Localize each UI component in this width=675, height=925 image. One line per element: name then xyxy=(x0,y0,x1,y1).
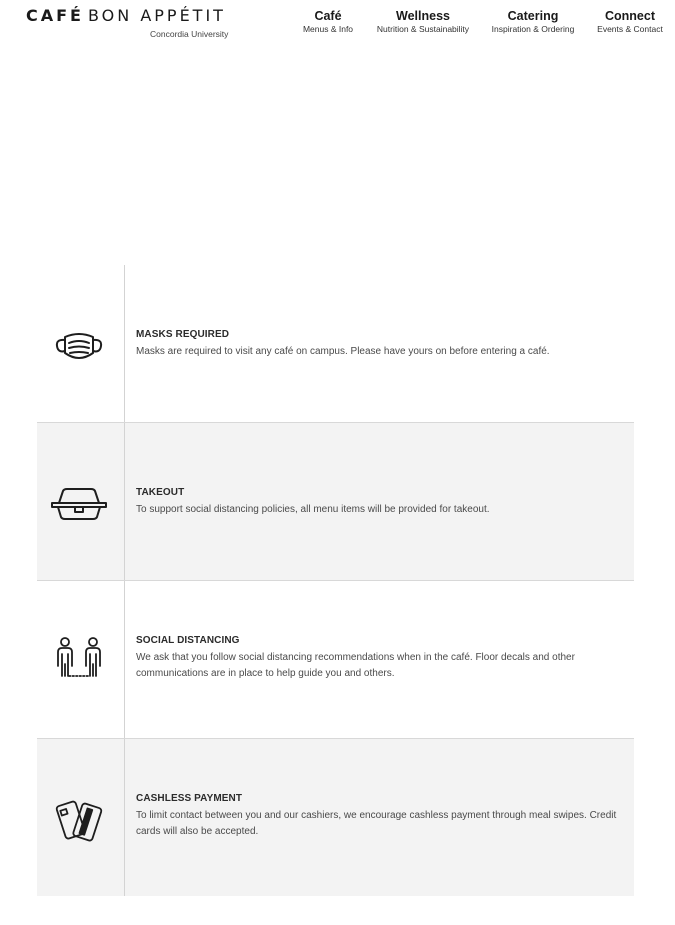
payment-cards-icon xyxy=(49,799,109,843)
policy-title: MASKS REQUIRED xyxy=(136,329,230,340)
row-divider xyxy=(124,739,125,896)
policy-text xyxy=(136,793,626,840)
nav-item-subtitle: Events & Contact xyxy=(597,24,663,34)
policy-text xyxy=(136,329,626,360)
policy-row-social-distancing xyxy=(37,581,634,739)
nav-item-wellness[interactable] xyxy=(372,9,474,35)
nav-item-title: Café xyxy=(314,9,342,23)
nav-item-subtitle: Inspiration & Ordering xyxy=(491,24,575,34)
policy-description: We ask that you follow social distancing recommendations when in the café. Floor decals and other communications are in place to help guide you and others. xyxy=(136,652,575,679)
nav-item-connect[interactable] xyxy=(594,9,666,35)
policy-title: SOCIAL DISTANCING xyxy=(136,635,240,646)
takeout-container-icon xyxy=(49,483,109,527)
policy-title: TAKEOUT xyxy=(136,487,185,498)
row-divider xyxy=(124,423,125,580)
row-divider xyxy=(124,265,125,422)
logo-wordmark-light: BON APPÉTIT xyxy=(87,6,226,25)
policy-text xyxy=(136,635,626,682)
nav-item-title: Connect xyxy=(605,9,655,23)
nav-item-subtitle: Menus & Info xyxy=(302,24,354,34)
logo-subtitle: Concordia University xyxy=(150,29,229,39)
policy-row-masks xyxy=(37,265,634,423)
policy-row-takeout xyxy=(37,423,634,581)
policy-row-cashless-payment xyxy=(37,739,634,896)
nav-item-title: Wellness xyxy=(396,9,450,23)
nav-item-title: Catering xyxy=(507,9,559,23)
nav-item-catering[interactable] xyxy=(488,9,578,35)
row-divider xyxy=(124,581,125,738)
main-navigation xyxy=(0,9,675,49)
logo-wordmark-bold: CAFÉ xyxy=(26,6,84,25)
policy-title: CASHLESS PAYMENT xyxy=(136,793,243,804)
policy-description: To support social distancing policies, all menu items will be provided for takeout. xyxy=(136,504,490,515)
face-mask-icon xyxy=(49,325,109,369)
policy-description: To limit contact between you and our cashiers, we encourage cashless payment through meal swipes. Credit cards will also be accepted. xyxy=(136,810,617,837)
nav-item-subtitle: Nutrition & Sustainability xyxy=(376,24,470,34)
nav-item-cafe[interactable] xyxy=(296,9,360,35)
safety-policies-list xyxy=(37,265,634,896)
policy-text xyxy=(136,487,626,518)
social-distancing-icon xyxy=(49,636,109,680)
policy-description: Masks are required to visit any café on campus. Please have yours on before entering a café. xyxy=(136,346,550,357)
